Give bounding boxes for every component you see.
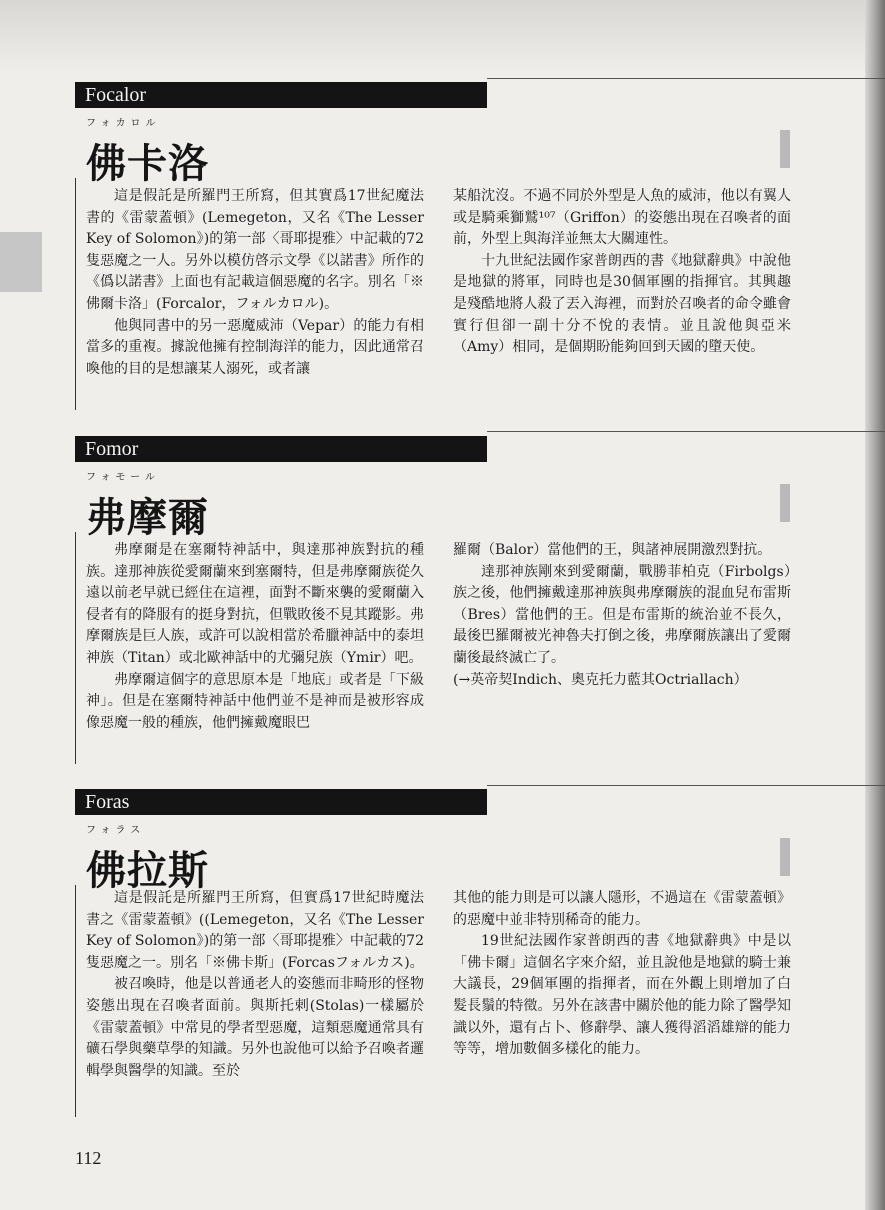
entry-kana: フォカロル	[86, 118, 161, 129]
entry-title: 弗摩爾	[86, 495, 209, 541]
entry-title: 佛卡洛	[86, 141, 209, 187]
entry-body-left	[86, 186, 424, 380]
column-rule	[75, 885, 76, 1117]
entry-name-bar	[75, 436, 487, 462]
entry-body-left	[86, 888, 424, 1082]
paragraph: 十九世紀法國作家普朗西的書《地獄辭典》中說他是地獄的將軍，同時也是30個軍團的指揮官。其興趣是殘酷地將人殺了丟入海裡，而對於召喚者的命令雖會實行但卻一副十分不悅的表情。並且說他與亞米（Amy）相同，是個期盼能夠回到天國的墮天使。	[453, 252, 791, 356]
entry-name-bar	[75, 82, 487, 108]
entry-body-right	[453, 888, 791, 1061]
column-rule	[75, 178, 76, 410]
show-through-marker	[780, 838, 790, 876]
paragraph: 某船沈沒。不過不同於外型是人魚的威沛，他以有翼人或是騎乘獅鷲¹⁰⁷（Griffon）的姿態出現在召喚者的面前，外型上與海洋並無太大關連性。	[453, 188, 791, 248]
section-rule	[487, 431, 885, 432]
paragraph: 這是假託是所羅門王所寫，但實爲17世紀時魔法書之《雷蒙蓋頓》((Lemegeton，又名《The Lesser Key of Solomon》)的第一部〈哥耶提雅〉中記載的72隻惡魔之一。別名「※佛卡斯」(Forcasフォルカス)。	[86, 890, 424, 971]
page-number: 112	[75, 1148, 102, 1168]
entry-latin-name: Foras	[85, 791, 130, 813]
entry-latin-name: Fomor	[85, 438, 139, 460]
show-through-marker	[780, 484, 790, 522]
column-rule	[75, 532, 76, 764]
entry-kana: フォモール	[86, 472, 160, 483]
entry-title: 佛拉斯	[86, 848, 209, 894]
cross-reference: (→英帝契Indich、奧克托力藍其Octriallach）	[453, 671, 748, 688]
section-rule	[487, 78, 885, 79]
paragraph: 弗摩爾這個字的意思原本是「地底」或者是「下級神」。但是在塞爾特神話中他們並不是神而是被形容成像惡魔一般的種族，他們擁戴魔眼巴	[86, 671, 424, 731]
show-through-marker	[780, 130, 790, 168]
paragraph: 弗摩爾是在塞爾特神話中，與達那神族對抗的種族。達那神族從愛爾蘭來到塞爾特，但是弗摩爾族從久遠以前老早就已經住在這裡，面對不斷來襲的愛爾蘭入侵者有的降服有的挺身對抗，但戰敗後不見其蹤影。弗摩爾族是巨人族，或許可以說相當於希臘神話中的泰坦神族（Titan）或北歐神話中的尤彌兒族（Ymir）吧。	[86, 542, 424, 666]
entry-latin-name: Focalor	[85, 84, 147, 106]
paragraph: 這是假託是所羅門王所寫，但其實爲17世紀魔法書的《雷蒙蓋頓》(Lemegeton，又名《The Lesser Key of Solomon》)的第一部〈哥耶提雅〉中記載的72隻惡魔之一人。另外以模仿啓示文學《以諾書》所作的《僞以諾書》上面也有記載這個惡魔的名字。別名「※佛爾卡洛」(Forcalor，フォルカロル)。	[86, 188, 424, 312]
page-thumb-tab	[0, 232, 42, 292]
paragraph: 其他的能力則是可以讓人隱形，不過這在《雷蒙蓋頓》的惡魔中並非特別稀奇的能力。	[453, 890, 791, 928]
entry-body-right	[453, 540, 791, 691]
paragraph: 19世紀法國作家普朗西的書《地獄辭典》中是以「佛卡爾」這個名字來介紹，並且說他是地獄的騎士兼大議長，29個軍團的指揮者，而在外觀上則增加了白髮長鬚的特徵。另外在該書中關於他的能力除了醫學知識以外，還有占卜、修辭學、讓人獲得滔滔雄辯的能力等等，增加數個多樣化的能力。	[453, 933, 791, 1058]
paragraph: 被召喚時，他是以普通老人的姿態而非畸形的怪物姿態出現在召喚者面前。與斯托剌(Stolas)一樣屬於《雷蒙蓋頓》中常見的學者型惡魔，這類惡魔通常具有礦石學與藥草學的知識。另外也說他可以給予召喚者邏輯學與醫學的知識。至於	[86, 976, 424, 1079]
section-rule	[487, 785, 885, 786]
entry-name-bar	[75, 789, 487, 815]
paragraph: 羅爾（Balor）當他們的王，與諸神展開激烈對抗。	[453, 542, 772, 558]
page-edge-shadow	[865, 0, 885, 1210]
paragraph: 達那神族剛來到愛爾蘭，戰勝菲柏克（Firbolgs）族之後，他們擁戴達那神族與弗摩爾族的混血兒布雷斯（Bres）當他們的王。但是布雷斯的統治並不長久，最後巴羅爾被光神魯夫打倒之後，弗摩爾族讓出了愛爾蘭後最終滅亡了。	[453, 563, 791, 666]
entry-kana: フォラス	[86, 825, 146, 836]
entry-body-left	[86, 540, 424, 734]
entry-body-right	[453, 186, 791, 359]
page-top-shadow	[0, 0, 885, 74]
paragraph: 他與同書中的另一惡魔威沛（Vepar）的能力有相當多的重複。據說他擁有控制海洋的能力，因此通常召喚他的目的是想讓某人溺死，或者讓	[86, 317, 424, 377]
